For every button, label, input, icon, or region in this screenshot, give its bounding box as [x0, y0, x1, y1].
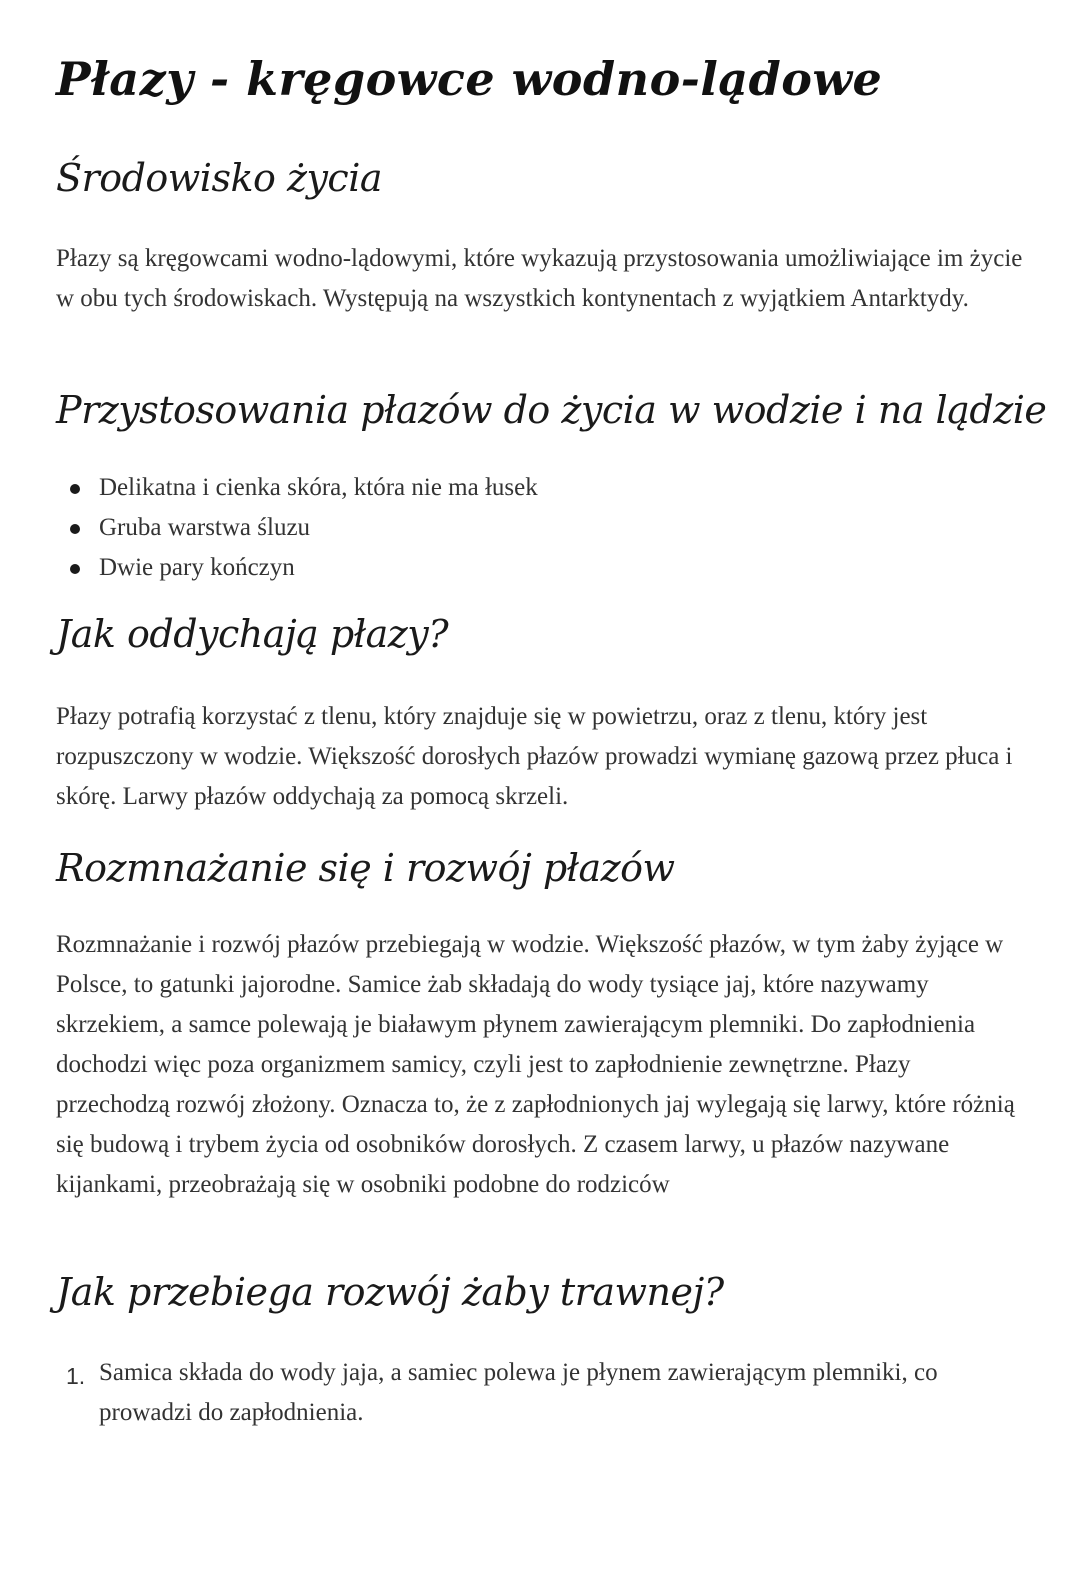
- frog-development-steps: [56, 1353, 1028, 1433]
- list-item-text: Delikatna i cienka skóra, która nie ma łusek: [99, 474, 538, 501]
- list-item: [56, 508, 1028, 548]
- section-heading-adaptations: Przystosowania płazów do życia w wodzie i na lądzie: [56, 388, 1047, 432]
- document-title: Płazy - kręgowce wodno-lądowe: [56, 52, 883, 106]
- list-item: [56, 1353, 1028, 1433]
- section-heading-frog-development: Jak przebiega rozwój żaby trawnej?: [56, 1270, 724, 1314]
- section-paragraph-reproduction: Rozmnażanie i rozwój płazów przebiegają w wodzie. Większość płazów, w tym żaby żyjące w Polsce, to gatunki jajorodne. Samice żab składają do wody tysiące jaj, które nazywamy skrzekiem, a samce polewają je białawym płynem zawierającym plemniki. Do zapłodnienia dochodzi więc poza organizmem samicy, czyli jest to zapłodnienie zewnętrzne. Płazy przechodzą rozwój złożony. Oznacza to, że z zapłodnionych jaj wylegają się larwy, które różnią się budową i trybem życia od osobników dorosłych. Z czasem larwy, u płazów nazywane kijankami, przeobrażają się w osobniki podobne do rodziców: [56, 931, 1015, 1198]
- section-paragraph-environment: Płazy są kręgowcami wodno-lądowymi, które wykazują przystosowania umożliwiające im życie w obu tych środowiskach. Występują na wszystkich kontynentach z wyjątkiem Antarktydy.: [56, 245, 1023, 312]
- step-number: 1.: [66, 1363, 86, 1389]
- step-text: Samica składa do wody jaja, a samiec polewa je płynem zawierającym plemniki, co prowadzi do zapłodnienia.: [99, 1359, 938, 1426]
- section-heading-environment: Środowisko życia: [56, 156, 383, 200]
- bullet-icon: [70, 564, 80, 574]
- list-item-text: Gruba warstwa śluzu: [99, 514, 311, 541]
- list-item: [56, 548, 1028, 588]
- bullet-icon: [70, 524, 80, 534]
- list-item: [56, 468, 1028, 508]
- section-heading-reproduction: Rozmnażanie się i rozwój płazów: [56, 846, 675, 890]
- section-paragraph-breathing: Płazy potrafią korzystać z tlenu, który znajduje się w powietrzu, oraz z tlenu, który jest rozpuszczony w wodzie. Większość dorosłych płazów prowadzi wymianę gazową przez płuca i skórę. Larwy płazów oddychają za pomocą skrzeli.: [56, 703, 1013, 810]
- list-item-text: Dwie pary kończyn: [99, 554, 295, 581]
- adaptations-list: [56, 468, 1028, 588]
- section-heading-breathing: Jak oddychają płazy?: [56, 612, 449, 656]
- bullet-icon: [70, 484, 80, 494]
